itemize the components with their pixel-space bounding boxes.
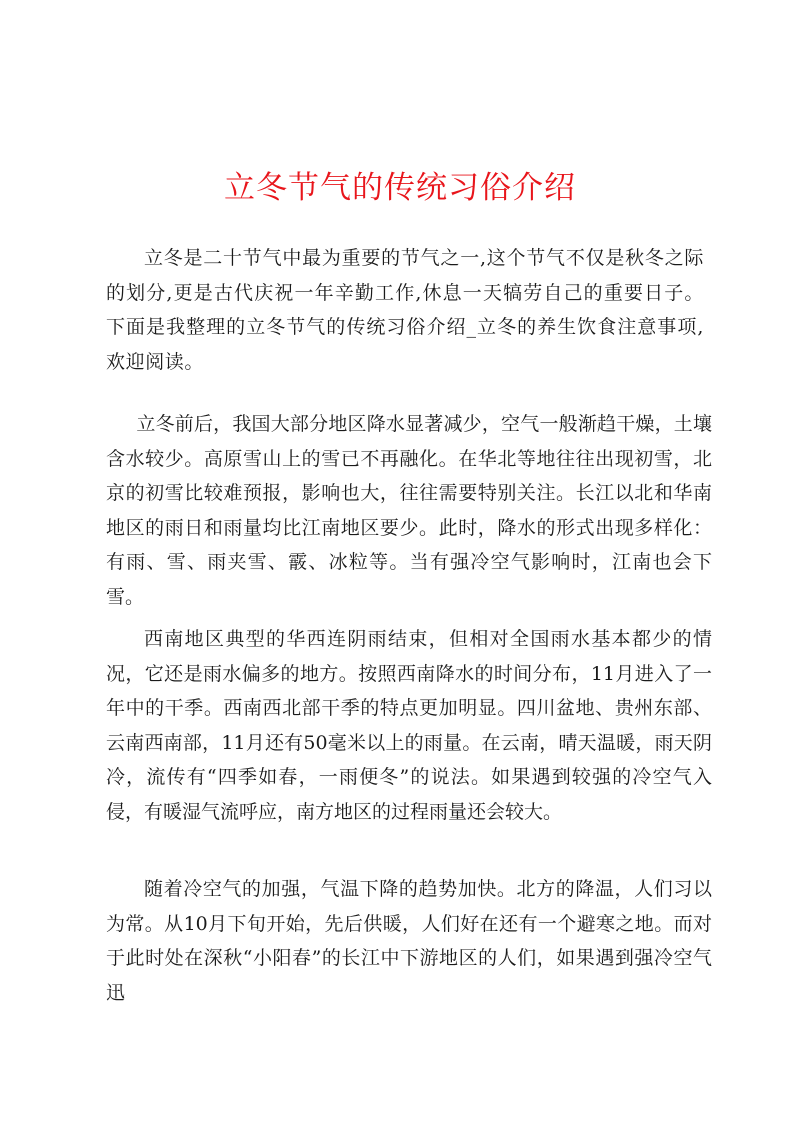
body-paragraph-2: 西南地区典型的华西连阴雨结束，但相对全国雨水基本都少的情况，它还是雨水偏多的地方。按照西南降水的时间分布，11月进入了一年中的干季。西南西北部干季的特点更加明显。四川盆地、贵州东部、云南西南部，11月还有50毫米以上的雨量。在云南，晴天温暖，雨天阴冷，流传有“四季如春，一雨便冬”的说法。如果遇到较强的冷空气入侵，有暖湿气流呼应，南方地区的过程雨量还会较大。 (106, 628, 712, 823)
document-title: 立冬节气的传统习俗介绍 (224, 170, 576, 206)
body-paragraph-3: 随着冷空气的加强，气温下降的趋势加快。北方的降温，人们习以为常。从10月下旬开始，先后供暖，人们好在还有一个避寒之地。而对于此时处在深秋“小阳春”的长江中下游地区的人们，如果遇到强冷空气迅 (106, 878, 712, 1004)
body-paragraph-1: 立冬前后，我国大部分地区降水显著减少，空气一般渐趋干燥，土壤含水较少。高原雪山上的雪已不再融化。在华北等地往往出现初雪，北京的初雪比较难预报，影响也大，往往需要特别关注。长江以北和华南地区的雨日和雨量均比江南地区要少。此时，降水的形式出现多样化：有雨、雪、雨夹雪、霰、冰粒等。当有强冷空气影响时，江南也会下雪。 (106, 413, 712, 608)
intro-paragraph: 立冬是二十节气中最为重要的节气之一,这个节气不仅是秋冬之际的划分,更是古代庆祝一年辛勤工作,休息一天犒劳自己的重要日子。下面是我整理的立冬节气的传统习俗介绍_立冬的养生饮食注意事项,欢迎阅读。 (106, 247, 704, 373)
